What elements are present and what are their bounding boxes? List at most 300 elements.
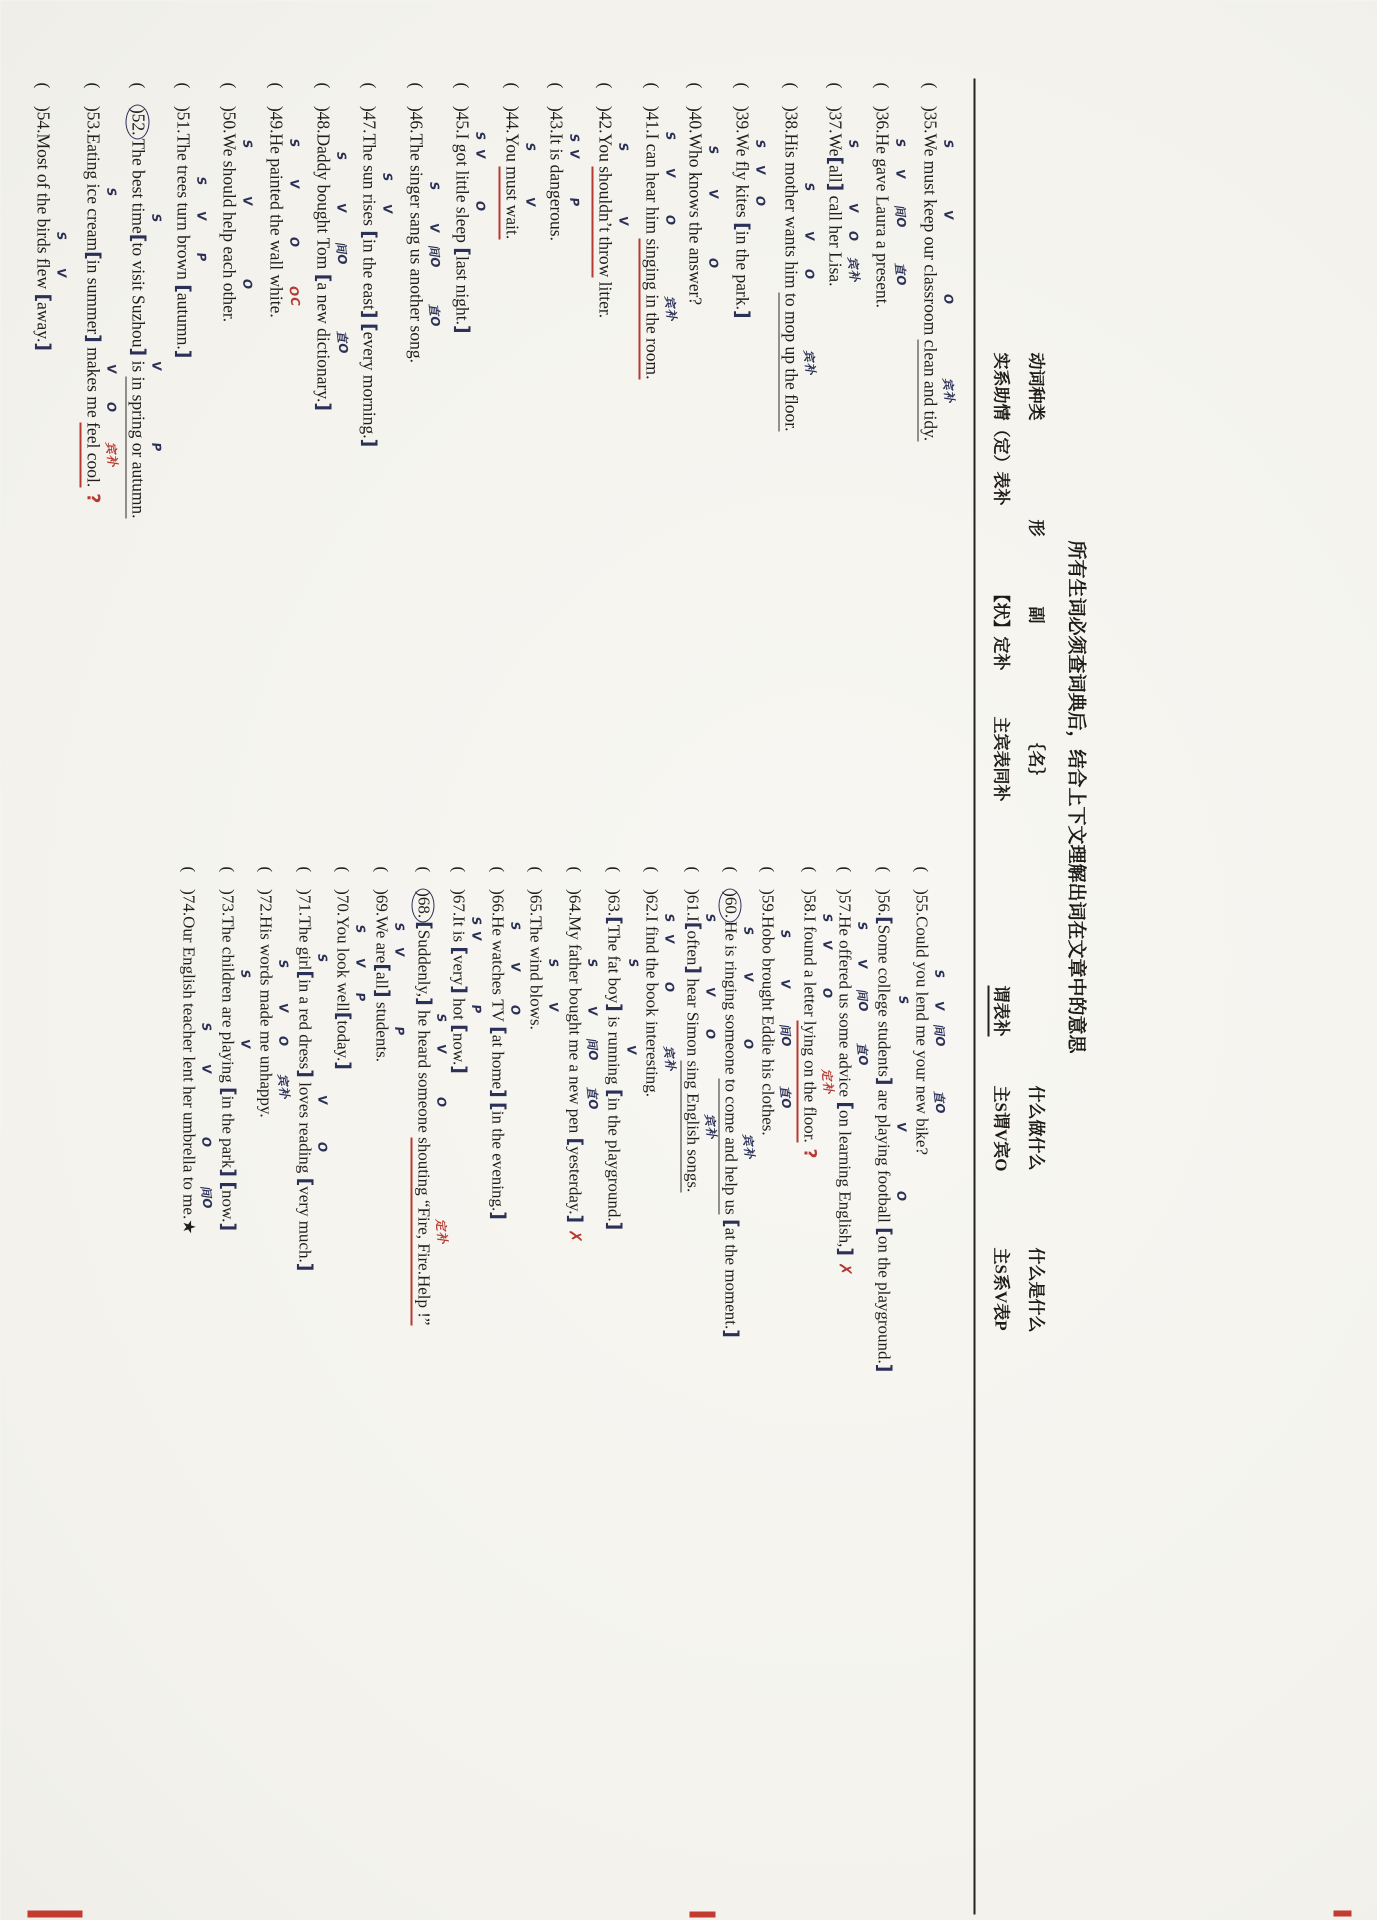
sentence-part: call V xyxy=(825,195,861,221)
sentence-part xyxy=(757,1011,777,1015)
sentence-part: is ringing V xyxy=(721,944,756,1010)
answer-paren: ( xyxy=(172,82,193,106)
sentence-part: unhappy. 宾补 xyxy=(256,1055,292,1118)
item-number: )54. xyxy=(33,105,54,134)
sentence-part xyxy=(564,983,584,987)
sentence-part: TV O xyxy=(487,998,523,1022)
sentence-line xyxy=(796,866,835,1159)
hand-annotation-mark: S xyxy=(931,968,947,980)
sentence-part: a present. 直O xyxy=(871,240,909,308)
answer-paren: ( xyxy=(721,866,741,889)
hand-bracket-close: ] xyxy=(216,1221,239,1231)
sentence-part: hot P xyxy=(449,997,484,1020)
hand-annotation-mark: 直O xyxy=(891,261,909,287)
hand-annotation-mark: V xyxy=(391,946,407,959)
hand-annotation-mark: V xyxy=(193,210,209,222)
hand-annotation-mark: O xyxy=(275,1034,291,1048)
hand-annotation-mark: O xyxy=(752,194,768,207)
sentence-part: you S xyxy=(912,961,947,987)
hand-annotation-mark: 直O xyxy=(931,1089,948,1115)
sentence-part xyxy=(255,985,275,989)
item-number: )36. xyxy=(871,105,892,134)
sentence-part: sang V xyxy=(405,211,442,244)
answer-paren: ( xyxy=(545,82,566,106)
red-bleed-mark xyxy=(27,1910,82,1917)
sentence-part xyxy=(294,1173,314,1177)
item-number: )38. xyxy=(780,105,801,134)
hand-annotation-mark: O xyxy=(801,268,817,281)
sentence-part: fly V xyxy=(732,160,768,180)
sentence-part: a new pen 直O xyxy=(565,1063,601,1133)
sentence-part xyxy=(834,988,854,992)
sentence-part: makes V xyxy=(82,346,119,392)
sentence-part xyxy=(371,997,391,1001)
hand-bracket-close: ] xyxy=(448,1064,471,1074)
hand-bracket-open: [ xyxy=(371,962,394,972)
hand-bracket-close: ] xyxy=(681,964,704,974)
sentence-part: loves V xyxy=(294,1081,330,1118)
sentence-part: hear V xyxy=(682,977,718,1008)
item-number: )35. xyxy=(920,105,941,134)
sentence-part: [last night.] xyxy=(451,246,474,334)
sentence-part: made V xyxy=(256,989,291,1027)
hand-annotation-mark: S xyxy=(940,138,956,151)
hand-bracket-open: [ xyxy=(358,229,381,239)
sentence-part xyxy=(265,153,286,157)
hand-annotation-mark: 间O xyxy=(425,243,443,269)
sentence-part: singing in the room. 宾补 xyxy=(638,238,662,379)
sentence-part xyxy=(641,921,661,925)
hand-annotation-mark: 宾补 xyxy=(940,376,957,404)
item-number: )74. xyxy=(179,888,199,916)
hand-annotation-mark: V xyxy=(240,195,255,207)
answer-paren: ( xyxy=(449,866,469,889)
hand-annotation-mark: S xyxy=(237,968,253,980)
sentence-part: some advice 直O xyxy=(835,1012,871,1097)
hand-annotation-mark: S xyxy=(845,138,861,151)
sentence-part xyxy=(799,921,819,925)
sentence-part xyxy=(873,1085,893,1089)
item-number: )51. xyxy=(172,105,193,134)
hand-annotation-mark: S xyxy=(892,137,908,149)
sentence-part xyxy=(172,198,193,202)
answer-paren: ( xyxy=(732,82,753,106)
hand-annotation-mark: V xyxy=(777,978,793,990)
sentence-part: should help V xyxy=(219,160,255,242)
sentence-part: Simon O xyxy=(682,1011,718,1056)
sentence-part: heard V xyxy=(413,1029,449,1068)
sentence-line xyxy=(178,866,215,1234)
sentence-part: her xyxy=(179,1081,199,1112)
hand-annotation-mark: S xyxy=(546,957,561,969)
item-number: )44. xyxy=(502,105,523,134)
sentence-part: someone O xyxy=(413,1071,449,1133)
item-number: )43. xyxy=(545,105,566,134)
hand-annotation-mark: O xyxy=(662,213,678,227)
sentence-line xyxy=(545,82,582,241)
hand-annotation-mark: V xyxy=(314,1093,330,1106)
sentence-part xyxy=(82,342,103,346)
sentence-line xyxy=(834,866,871,1276)
hand-annotation-mark: V xyxy=(854,958,870,970)
sentence-part: [Suddenly,] xyxy=(412,920,435,1006)
sentence-part: find V xyxy=(642,925,677,953)
sentence-line xyxy=(602,866,641,1230)
sentence-part: me 间O xyxy=(912,1022,948,1048)
sentence-part: Laura 间O xyxy=(871,195,909,237)
sentence-part: a letter O xyxy=(799,969,835,1017)
hand-bracket-close: ] xyxy=(824,182,847,191)
sentence-part: interesting. 宾补 xyxy=(642,1020,678,1097)
sentence-part: ✗ xyxy=(834,1255,855,1276)
sentence-part xyxy=(919,335,940,339)
sentence-part: [to visit Suzhou] xyxy=(127,233,150,356)
sentence-part xyxy=(824,220,845,224)
hand-annotation-mark: V xyxy=(507,961,523,973)
item-number: )39. xyxy=(732,105,753,134)
hand-annotation-mark: 间O xyxy=(332,240,349,266)
sentence-part: the wall O xyxy=(266,213,302,270)
sentence-part xyxy=(312,180,333,184)
hand-bracket-open: [ xyxy=(332,1011,355,1020)
sentence-part xyxy=(871,191,892,195)
hand-annotation-mark: V xyxy=(566,148,582,160)
sentence-line xyxy=(358,82,395,447)
hand-bracket-open: [ xyxy=(486,1025,509,1035)
hand-annotation-mark: V xyxy=(615,215,631,228)
hand-annotation-mark: 宾补 xyxy=(102,440,120,468)
hand-annotation-mark: V xyxy=(472,148,488,161)
sentence-part xyxy=(255,1051,275,1055)
sentence-part: The best xyxy=(128,138,149,203)
sentence-part: You S xyxy=(595,133,631,162)
hand-bracket-close: ] xyxy=(834,1246,857,1256)
item-number: )57. xyxy=(835,888,855,916)
header-cell: 主S谓V宾O xyxy=(991,1085,1010,1171)
sentence-part: blows. V xyxy=(526,984,561,1030)
answer-paren: ( xyxy=(487,866,507,889)
sentence-part: [on learning English,] xyxy=(834,1100,857,1256)
answer-paren: ( xyxy=(758,866,778,889)
hand-bracket-open: [ xyxy=(216,1180,239,1190)
hand-bracket-open: [ xyxy=(412,920,435,930)
answer-paren: ( xyxy=(780,82,801,106)
sentence-part: words S xyxy=(256,943,291,986)
hand-bracket-close: ] xyxy=(332,1060,355,1070)
sentence-part: Our English xyxy=(179,915,199,1003)
sentence-part: [all] xyxy=(824,155,847,191)
sentence-part xyxy=(265,209,286,213)
sentence-part: I S xyxy=(641,130,678,142)
sentence-part: [very much.] xyxy=(293,1177,316,1271)
hand-annotation-mark: S xyxy=(705,144,721,156)
hand-annotation-mark: V xyxy=(522,196,538,209)
sentence-part: kites O xyxy=(732,184,768,218)
item-number: )70. xyxy=(333,888,353,916)
header-cell: 【状】定补 xyxy=(991,585,1010,670)
sentence-part xyxy=(127,372,148,376)
sentence-line xyxy=(448,866,484,1074)
hand-bracket-close: ] xyxy=(872,1076,895,1085)
sentence-part: feel cool. 宾补 xyxy=(79,422,103,487)
hand-annotation-mark: O xyxy=(286,235,302,248)
sentence-part xyxy=(219,241,240,245)
sentence-part xyxy=(757,953,777,957)
hand-annotation-mark: S xyxy=(103,186,119,198)
sentence-part xyxy=(603,1011,623,1015)
hand-annotation-mark: S xyxy=(702,912,718,924)
sentence-part: are playing V xyxy=(217,1006,253,1083)
hand-annotation-mark: S xyxy=(53,230,69,242)
sentence-part: shouting “Fire, Fire.Help !” 定补 xyxy=(410,1137,433,1325)
sentence-line xyxy=(525,866,561,1030)
hand-annotation-mark: S xyxy=(566,132,582,144)
sentence-part: sing English songs. 宾补 xyxy=(680,1060,702,1192)
hand-annotation-mark: S xyxy=(752,138,768,151)
sentence-part: is V xyxy=(545,148,582,160)
answer-paren: ( xyxy=(595,82,616,106)
hand-annotation-mark: V xyxy=(661,933,677,946)
sentence-line xyxy=(757,866,794,1136)
sentence-part xyxy=(219,156,240,160)
hand-bracket-open: [ xyxy=(872,1226,895,1236)
sentence-part xyxy=(451,242,472,246)
answer-paren: ( xyxy=(682,866,702,889)
sentence-part: He S xyxy=(487,915,523,936)
hand-annotation-mark: V xyxy=(845,201,861,214)
sentence-part xyxy=(545,144,566,148)
answer-paren: ( xyxy=(641,82,662,106)
hand-annotation-mark: P xyxy=(391,1025,407,1038)
sentence-part: the answer? O xyxy=(685,221,721,305)
sentence-part xyxy=(720,1009,740,1013)
sentence-part: [all] xyxy=(371,962,394,998)
sentence-line xyxy=(79,82,120,503)
hand-annotation-mark: O xyxy=(239,277,256,291)
sentence-part: must wait. V xyxy=(498,166,522,239)
sentence-part: [on the playground.] xyxy=(872,1226,895,1372)
hand-annotation-mark: V xyxy=(426,221,442,234)
sentence-part xyxy=(172,230,193,234)
hand-annotation-mark: S xyxy=(801,180,817,193)
sentence-part xyxy=(525,980,545,984)
hand-annotation-mark: 直O xyxy=(853,1041,871,1068)
answer-paren: ( xyxy=(82,82,103,106)
sentence-part: He S xyxy=(721,920,756,941)
sentence-part: Hobo S xyxy=(758,915,793,954)
sentence-part: classroom O xyxy=(920,263,956,335)
sentence-part: He S xyxy=(871,133,908,154)
sentence-part xyxy=(641,953,661,957)
sentence-line xyxy=(32,82,69,351)
sentence-part xyxy=(172,279,193,283)
hand-annotation-mark: O xyxy=(893,1189,909,1203)
hand-annotation-mark: V xyxy=(931,999,947,1012)
sentence-part xyxy=(358,225,379,229)
sentence-part: We S xyxy=(732,133,768,156)
item-number: )50. xyxy=(219,105,240,134)
answer-paren: ( xyxy=(452,82,473,106)
sentence-part: he S xyxy=(413,1009,449,1026)
hand-bracket-open: [ xyxy=(834,1100,857,1110)
hand-annotation-mark: S xyxy=(819,912,835,924)
sentence-part: Who S xyxy=(685,133,721,168)
sentence-part: me O xyxy=(82,395,119,418)
sentence-line xyxy=(778,82,817,432)
hand-annotation-mark: 直O xyxy=(333,329,350,355)
sentence-part: [in summer] xyxy=(81,250,104,343)
sentence-part: [in a red dress] xyxy=(293,969,316,1078)
sentence-part: Tom 间O xyxy=(312,237,349,269)
answer-paren: ( xyxy=(799,866,819,889)
sentence-part: in spring or autumn. P xyxy=(125,376,148,518)
sentence-part: My xyxy=(565,915,585,944)
sentence-part xyxy=(448,942,468,946)
red-bleed-mark xyxy=(1333,1910,1351,1916)
item-number: )46. xyxy=(405,105,426,134)
hand-bracket-close: ] xyxy=(448,984,471,994)
sentence-line xyxy=(911,866,948,1155)
sentence-part xyxy=(448,993,468,997)
hand-annotation-mark: 直O xyxy=(425,302,443,329)
sentence-part xyxy=(684,167,705,171)
sentence-part: lend V xyxy=(912,991,947,1021)
hand-annotation-mark: S xyxy=(615,141,631,153)
sentence-part xyxy=(780,211,801,215)
sentence-line xyxy=(824,82,862,287)
sentence-part xyxy=(312,233,333,237)
sentence-part: We S xyxy=(372,915,407,938)
hand-bracket-close: ] xyxy=(731,309,754,319)
answer-paren: ( xyxy=(871,82,892,106)
sentence-part xyxy=(799,965,819,969)
hand-annotation-mark: V xyxy=(893,1121,909,1134)
hand-bracket-close: ] xyxy=(81,333,104,343)
sentence-part xyxy=(413,1132,433,1136)
sentence-part xyxy=(294,1077,314,1081)
sentence-line xyxy=(498,82,538,239)
hand-bracket-open: [ xyxy=(293,969,316,979)
hand-annotation-mark: 宾补 xyxy=(660,1044,678,1073)
hand-bracket-close: ] xyxy=(602,1002,625,1012)
sentence-part xyxy=(834,935,854,939)
sentence-part: turn V xyxy=(172,202,209,231)
sentence-part: mother S xyxy=(780,161,817,212)
sentence-part: are playing V xyxy=(873,1089,909,1166)
hand-bracket-open: [ xyxy=(731,221,754,231)
sentence-part: can hear V xyxy=(641,143,678,203)
sentence-part: him O xyxy=(641,206,678,234)
item-number: )60. xyxy=(718,888,741,922)
hand-bracket-close: ] xyxy=(293,1068,316,1078)
sentence-part xyxy=(799,1016,819,1020)
sentence-part xyxy=(32,253,53,257)
sentence-part: your new bike? 直O xyxy=(912,1049,948,1155)
sentence-part xyxy=(294,1118,314,1122)
hand-annotation-mark: S xyxy=(522,141,538,153)
item-number: )52. xyxy=(125,104,149,139)
hand-annotation-mark: 间O xyxy=(776,1021,794,1048)
sentence-part: shouldn’t throw V xyxy=(591,166,615,277)
sentence-part: reading O xyxy=(294,1121,330,1173)
sentence-part xyxy=(82,417,103,421)
answer-paren: ( xyxy=(219,82,240,106)
answer-paren: ( xyxy=(603,866,623,889)
sentence-part: ? xyxy=(81,486,102,503)
hand-annotation-mark: 定补 xyxy=(432,1217,450,1245)
hand-annotation-mark: V xyxy=(940,209,956,222)
sentence-part: [now.] xyxy=(216,1180,239,1231)
sentence-part xyxy=(405,207,426,211)
sentence-part: The xyxy=(359,133,380,165)
hand-annotation-mark: S xyxy=(193,175,209,187)
hand-annotation-mark: V xyxy=(148,360,164,372)
item-number: )53. xyxy=(82,105,103,134)
answer-paren: ( xyxy=(333,866,353,889)
hand-bracket-close: ] xyxy=(602,1221,625,1230)
sentence-part: flew V xyxy=(33,257,69,289)
hand-annotation-mark: V xyxy=(740,971,756,983)
hand-annotation-mark: 间O xyxy=(931,1022,948,1048)
sentence-part: lent V xyxy=(179,1055,214,1082)
hand-bracket-close: ] xyxy=(486,1088,509,1098)
hand-annotation-mark: S xyxy=(379,171,395,183)
sentence-part: singer S xyxy=(405,164,442,208)
item-number: )63. xyxy=(603,888,623,916)
sentence-part xyxy=(545,160,566,164)
sentence-part: offered V xyxy=(835,939,870,989)
item-number: )49. xyxy=(266,105,287,134)
hand-annotation-mark: O xyxy=(661,980,677,993)
answer-paren: ( xyxy=(825,82,846,106)
sentence-part: It S xyxy=(545,132,582,144)
hand-bracket-close: ] xyxy=(311,401,334,411)
sentence-part: each other. O xyxy=(219,245,256,322)
hand-annotation-mark: O xyxy=(740,1037,756,1051)
sentence-part: [at the moment.] xyxy=(720,1218,743,1338)
sentence-part xyxy=(682,1056,702,1060)
sentence-part: to me. 间O xyxy=(179,1176,215,1219)
sentence-part xyxy=(413,1026,433,1030)
sentence-part xyxy=(451,139,472,143)
sentence-part xyxy=(564,1133,584,1137)
sentence-part xyxy=(82,391,103,395)
sentence-part: bought V xyxy=(312,184,349,233)
answer-paren: ( xyxy=(685,82,706,106)
hand-annotation-mark: V xyxy=(545,1001,561,1013)
sentence-part xyxy=(178,1052,198,1056)
header-cell: 动词种类 xyxy=(1026,352,1045,420)
sentence-part xyxy=(911,1020,931,1024)
hand-annotation-mark: S xyxy=(240,138,255,151)
sentence-part xyxy=(641,234,662,238)
answer-paren: ( xyxy=(372,866,392,889)
sentence-part xyxy=(824,191,845,195)
answer-paren: ( xyxy=(835,866,855,889)
sentence-part: got V xyxy=(452,143,488,166)
hand-annotation-mark: O xyxy=(940,293,956,306)
hand-annotation-mark: P xyxy=(193,251,209,263)
sentence-part: football O xyxy=(873,1169,909,1223)
hand-annotation-mark: V xyxy=(353,956,368,969)
sentence-part: It S xyxy=(449,915,484,927)
sentence-part: He S xyxy=(266,133,302,154)
sentence-part: [a new dictionary.] 直O xyxy=(311,273,350,411)
hand-bracket-open: [ xyxy=(564,1137,587,1146)
sentence-part xyxy=(405,244,426,248)
sentence-part xyxy=(127,356,148,360)
hand-annotation-mark: S xyxy=(507,919,523,932)
